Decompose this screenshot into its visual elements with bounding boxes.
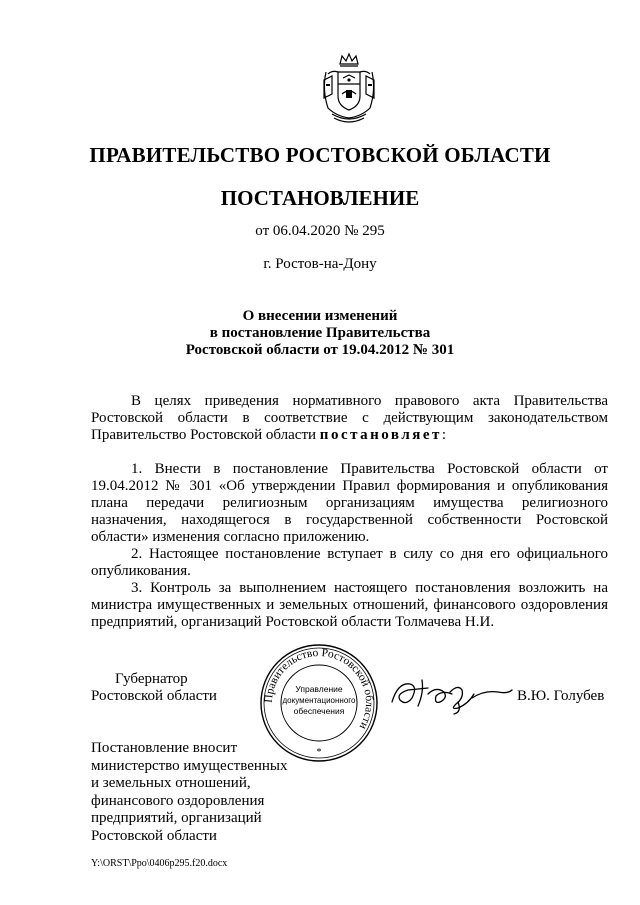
submitter-note-line: Постановление вносит [91,740,238,756]
submitter-note-line: предприятий, организаций [91,810,262,826]
subject-line: Ростовской области от 19.04.2012 № 301 [185,342,455,358]
subject-line: О внесении изменений [242,308,398,324]
preamble-text: В целях приведения нормативного правового акта Правительства Ростовской области в соответствие с действующим законодательством Правительство Ростовской области [91,393,608,443]
seal-outer-text: Правительство Ростовской области [262,646,376,732]
submitter-note-line: министерство имущественных [91,757,288,774]
government-title: ПРАВИТЕЛЬСТВО РОСТОВСКОЙ ОБЛАСТИ [89,143,551,167]
seal-inner-line: обеспечения [293,706,345,716]
item-paragraph-2: 2. Настоящее постановление вступает в силу со дня его официального опубликования. [91,546,608,579]
document-type: ПОСТАНОВЛЕНИЕ [220,186,420,210]
seal-inner-line: Управление [295,684,343,694]
item-paragraph-1: 1. Внести в постановление Правительства Ростовской области от 19.04.2012 № 301 «Об утверждении Правил формирования и опубликования плана передачи религиозным организациям имущества религиозного назначения, находящегося в государственной собственности Ростовской области» изменения согласно приложению. [91,461,608,545]
seal-inner-line: документационного [282,696,356,705]
submitter-note-line: финансового оздоровления [91,792,265,809]
document-body [91,393,608,631]
document-date-number: от 06.04.2020 № 295 [255,223,385,239]
submitter-note-line: и земельных отношений, [91,775,251,791]
signatory-title-line: Губернатор [115,671,188,687]
handwritten-signature [388,672,516,716]
document-city: г. Ростов-на-Дону [263,256,377,272]
submitter-note-line: Ростовской области [91,827,217,844]
file-path: Y:\ORST\Ppo\0406p295.f20.docx [91,858,228,869]
signatory-title-line: Ростовской области [91,688,217,704]
submitter-note [91,740,288,845]
preamble-keyword: постановляет [319,427,442,443]
signatory-name: В.Ю. Голубев [517,688,605,704]
seal-star: * [316,747,322,758]
signatory-title [91,671,217,705]
subject-line: в постановление Правительства [209,325,431,341]
coat-of-arms-icon [318,50,380,126]
document-subject [0,308,640,359]
item-paragraph-3: 3. Контроль за выполнением настоящего постановления возложить на министра имущественных и земельных отношений, финансового оздоровления предприятий, организаций Ростовской области Толмачева Н.И. [91,580,608,630]
preamble-paragraph [91,393,608,444]
preamble-end: : [441,427,447,443]
